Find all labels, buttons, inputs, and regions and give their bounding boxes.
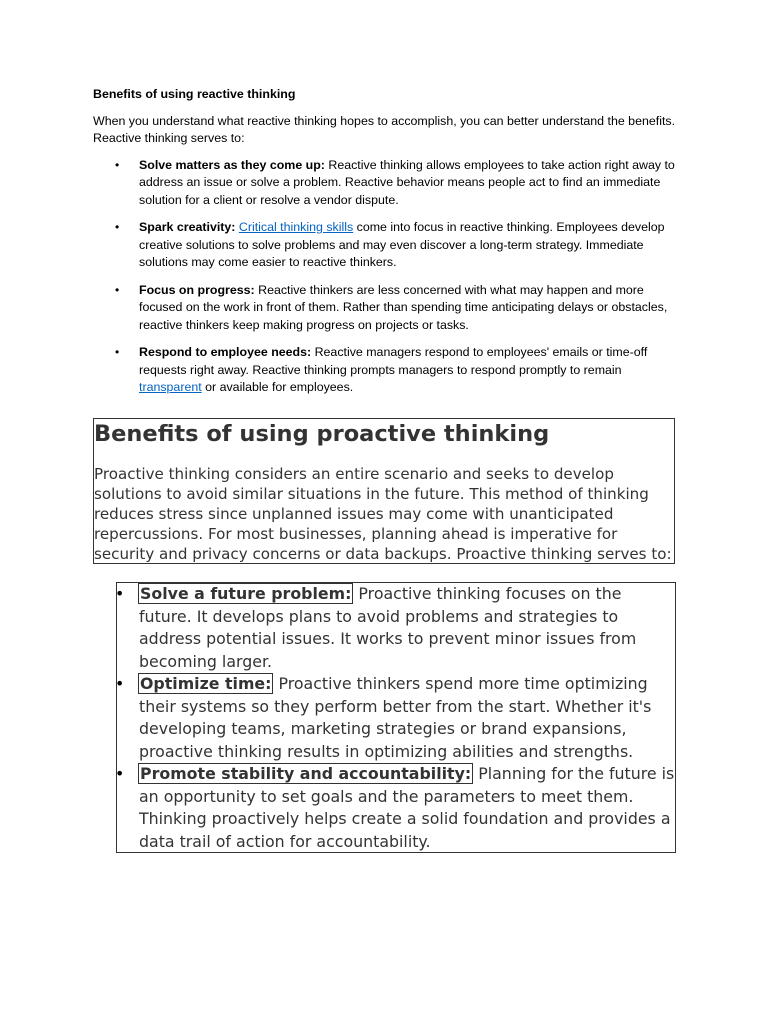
list-item-term: Focus on progress:	[139, 282, 255, 297]
proactive-list-box	[116, 582, 676, 853]
proactive-heading: Benefits of using proactive thinking	[94, 421, 550, 447]
list-item-term: Solve matters as they come up:	[139, 157, 325, 172]
list-item	[117, 673, 675, 763]
list-item-text: Planning for the future is an opportunity to set goals and the parameters to meet them. Thinking proactively helps create a solid foundation and provides a data trail of action for accountability.	[139, 764, 675, 851]
list-item	[93, 219, 677, 272]
list-item	[117, 583, 675, 673]
proactive-intro-box	[93, 418, 675, 564]
list-item-text: Reactive thinkers are less concerned with what may happen and more focused on the work in front of them. Rather than spending time anticipating delays or obstacles, reactive thinkers keep making progress on projects or tasks.	[139, 282, 668, 332]
reactive-intro: When you understand what reactive thinking hopes to accomplish, you can better understand the benefits. Reactive thinking serves to:	[93, 113, 676, 145]
transparent-link[interactable]: transparent	[139, 380, 202, 394]
list-item-text: or available for employees.	[201, 380, 354, 394]
bullet-icon: •	[115, 674, 125, 693]
list-item	[93, 344, 677, 397]
list-item-term: Spark creativity:	[139, 220, 236, 234]
bullet-icon: •	[115, 282, 120, 297]
list-item	[93, 282, 677, 335]
list-item-text: come into focus in reactive thinking. Employees develop creative solutions to solve problems and may even discover a long-term strategy. Immediate solutions may come easier to reactive thinkers.	[139, 220, 665, 269]
bullet-icon: •	[115, 345, 120, 359]
list-item	[117, 763, 675, 853]
list-item-term: Promote stability and accountability:	[140, 764, 472, 783]
bullet-icon: •	[115, 584, 125, 603]
list-item-term: Optimize time:	[140, 674, 272, 693]
list-item-term: Solve a future problem:	[140, 584, 352, 603]
reactive-heading: Benefits of using reactive thinking	[93, 87, 296, 101]
bullet-icon: •	[115, 764, 125, 783]
bullet-icon: •	[115, 220, 120, 234]
reactive-list	[93, 157, 677, 397]
reactive-section	[93, 86, 677, 407]
list-item-text: Reactive thinking allows employees to take action right away to address an issue or solve a problem. Reactive behavior means people act to find an immediate solution for a client or resolve a vendor dispute.	[139, 157, 675, 207]
proactive-intro: Proactive thinking considers an entire scenario and seeks to develop solutions to avoid similar situations in the future. This method of thinking reduces stress since unplanned issues may come with unanticipated repercussions. For most businesses, planning ahead is imperative for security and privacy concerns or data backups. Proactive thinking serves to:	[94, 465, 672, 563]
critical-thinking-link[interactable]: Critical thinking skills	[238, 220, 354, 234]
proactive-list	[117, 583, 675, 853]
list-item-text: Proactive thinking focuses on the future. It develops plans to avoid problems and strategies to address potential issues. It works to prevent minor issues from becoming larger.	[139, 584, 637, 671]
list-item	[93, 157, 677, 210]
list-item-text: Proactive thinkers spend more time optimizing their systems so they perform better from the start. Whether it's developing teams, marketing strategies or brand expansions, proactive thinking results in optimizing abilities and strengths.	[139, 674, 652, 761]
list-item-text: Reactive managers respond to employees' emails or time-off requests right away. Reactive thinking prompts managers to respond promptly to remain	[139, 345, 648, 377]
bullet-icon: •	[115, 157, 120, 172]
list-item-term: Respond to employee needs:	[139, 345, 312, 359]
